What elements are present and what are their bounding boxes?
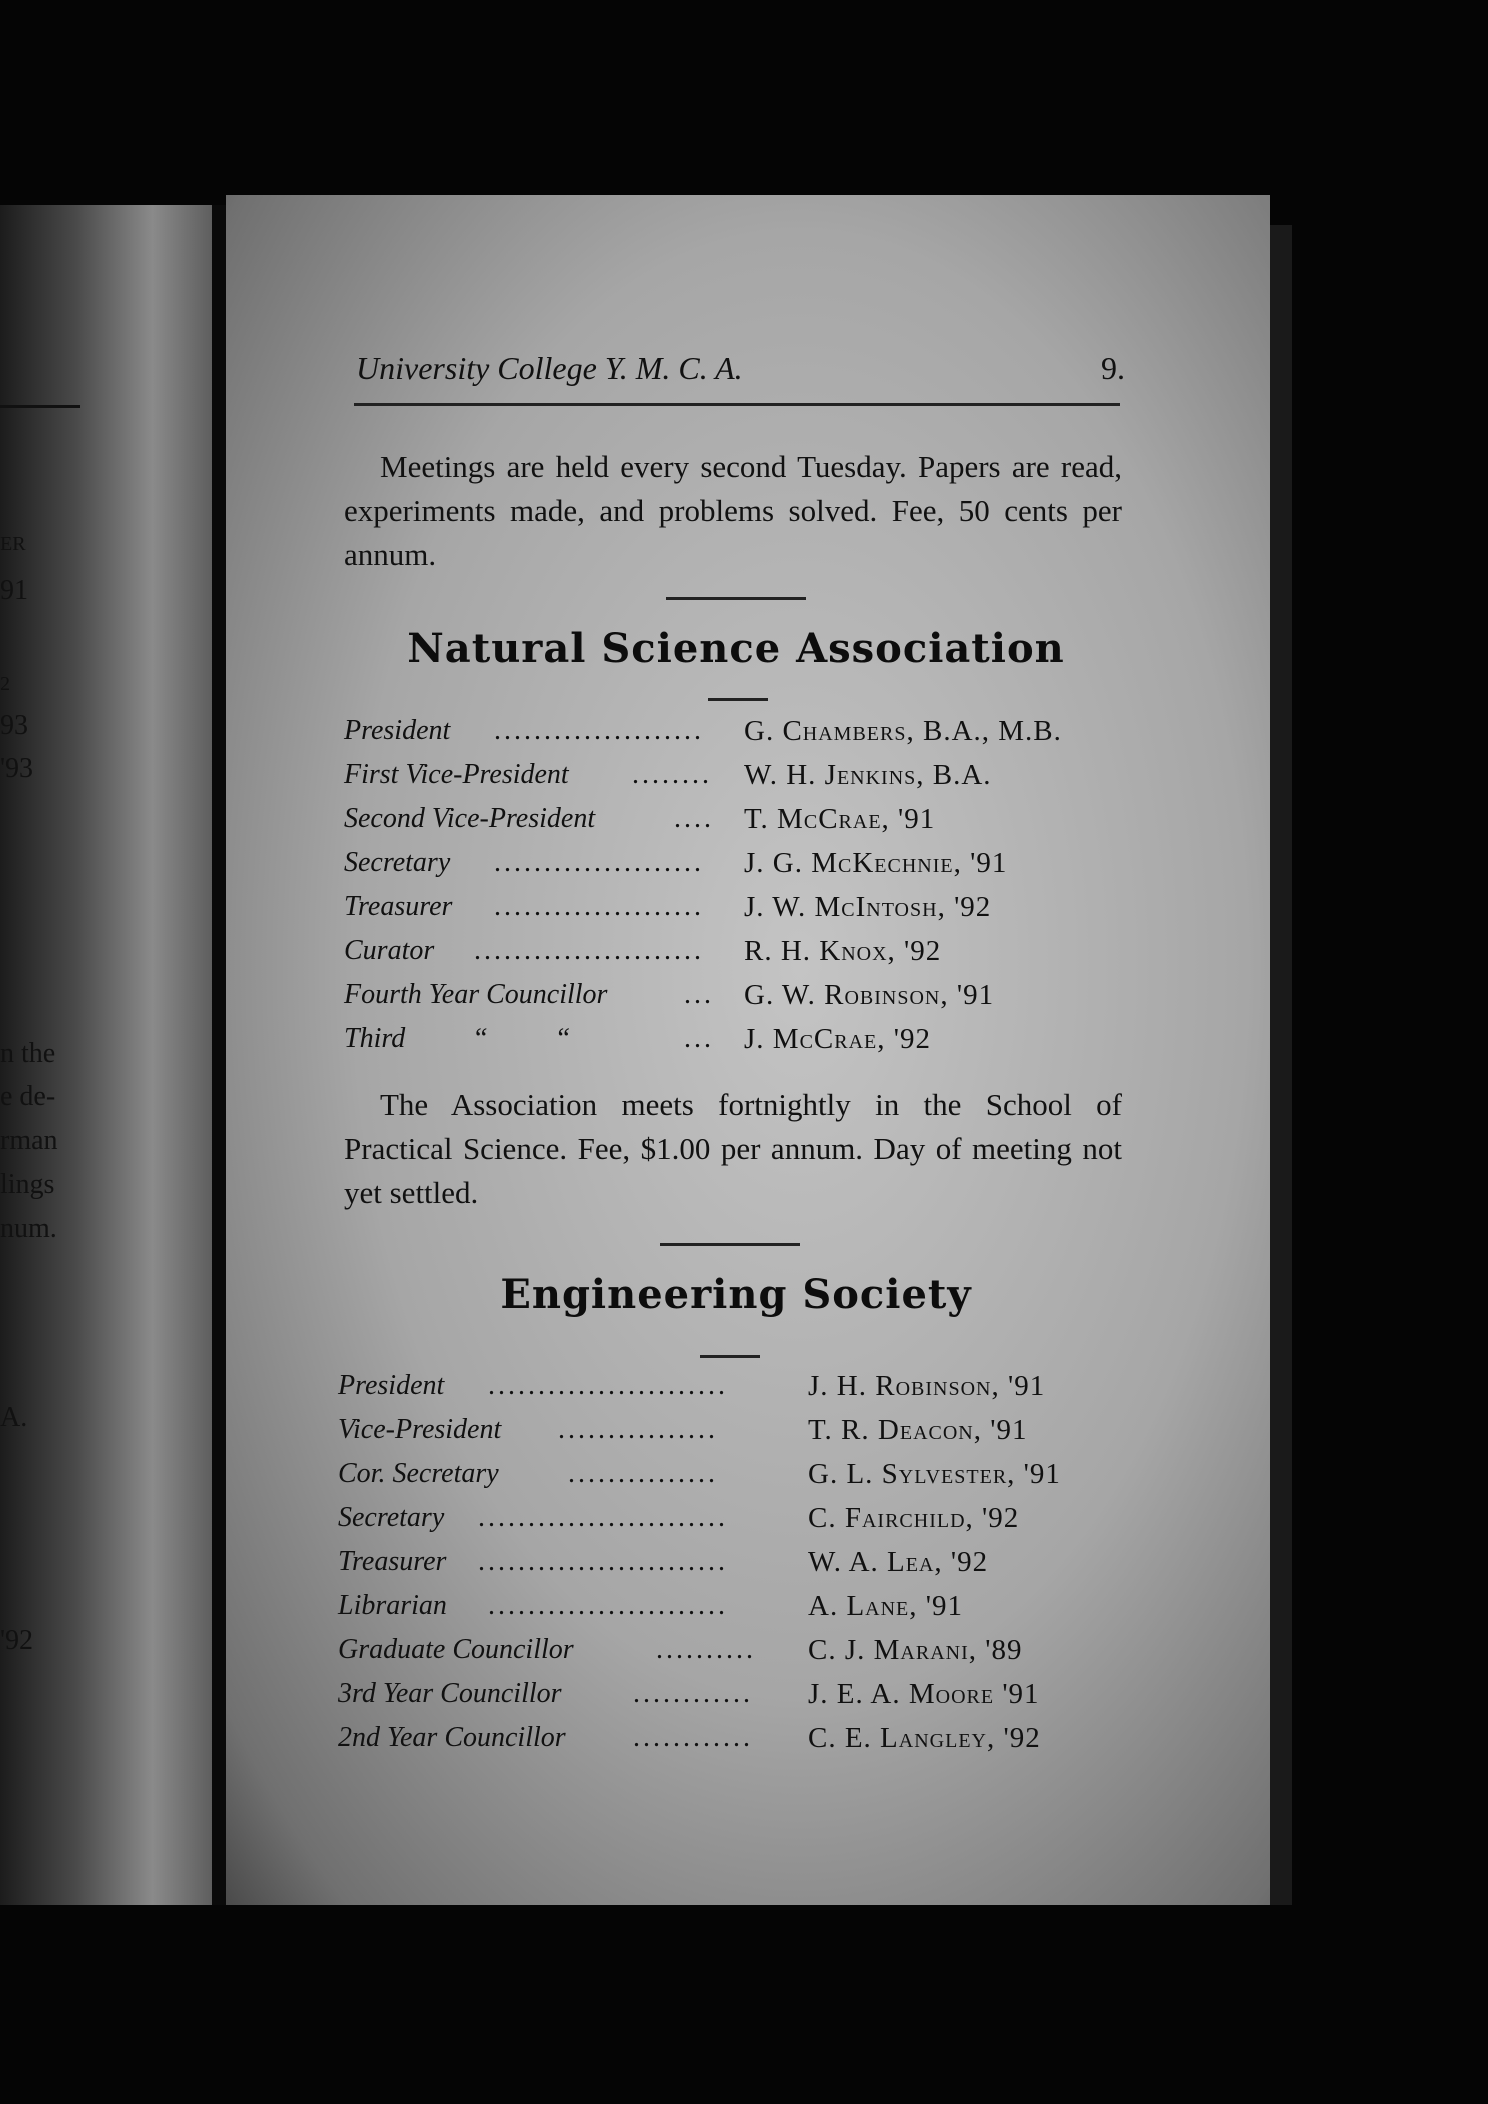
officer-name: J. McCrae, '92 bbox=[744, 1023, 931, 1055]
section-divider bbox=[660, 1243, 800, 1246]
leader-dots: ............ bbox=[633, 1678, 753, 1709]
leader-dots: ........................ bbox=[488, 1590, 728, 1621]
section-divider bbox=[666, 597, 806, 600]
leader-dots: ........ bbox=[632, 759, 712, 790]
heading-underline bbox=[708, 698, 768, 701]
left-fragment: '93 bbox=[0, 753, 34, 784]
left-page-rule bbox=[0, 405, 80, 408]
leader-dots: ..................... bbox=[494, 715, 704, 746]
natural-science-officers bbox=[344, 715, 1144, 1075]
header-rule bbox=[354, 403, 1120, 406]
running-header: University College Y. M. C. A. bbox=[356, 350, 743, 386]
left-fragment: 2 bbox=[0, 673, 10, 695]
officer-role: President bbox=[344, 715, 451, 746]
leader-dots: ........................ bbox=[488, 1370, 728, 1401]
officer-role: Graduate Councillor bbox=[338, 1634, 574, 1665]
section-heading-natural-science: Natural Science Association bbox=[407, 625, 1065, 672]
officer-name: T. R. Deacon, '91 bbox=[808, 1414, 1028, 1446]
officer-name: W. A. Lea, '92 bbox=[808, 1546, 989, 1578]
leader-dots: ... bbox=[684, 979, 714, 1010]
leader-dots: ................ bbox=[558, 1414, 718, 1445]
officer-role: Treasurer bbox=[344, 891, 453, 922]
officer-name: W. H. Jenkins, B.A. bbox=[744, 759, 992, 791]
leader-dots: ............... bbox=[568, 1458, 718, 1489]
book-gutter bbox=[212, 205, 226, 1905]
officer-role: 2nd Year Councillor bbox=[338, 1722, 566, 1753]
officer-role: Librarian bbox=[338, 1590, 447, 1621]
left-fragment: num. bbox=[0, 1213, 57, 1244]
heading-underline bbox=[700, 1355, 760, 1358]
officer-name: A. Lane, '91 bbox=[808, 1590, 963, 1622]
officer-name: G. L. Sylvester, '91 bbox=[808, 1458, 1061, 1490]
leader-dots: ......................... bbox=[478, 1502, 728, 1533]
officer-role: Curator bbox=[344, 935, 435, 966]
officer-role: Vice-President bbox=[338, 1414, 502, 1445]
left-fragment: ER bbox=[0, 533, 26, 555]
leader-dots: ......................... bbox=[478, 1546, 728, 1577]
officer-name: G. W. Robinson, '91 bbox=[744, 979, 995, 1011]
left-fragment: 93 bbox=[0, 710, 28, 741]
officer-name: J. G. McKechnie, '91 bbox=[744, 847, 1008, 879]
left-fragment: A. bbox=[0, 1402, 28, 1433]
officer-role: President bbox=[338, 1370, 445, 1401]
left-page bbox=[0, 205, 218, 1905]
left-fragment: '92 bbox=[0, 1625, 34, 1656]
officer-name: J. H. Robinson, '91 bbox=[808, 1370, 1046, 1402]
officer-role: Second Vice-President bbox=[344, 803, 596, 834]
leader-dots: ....................... bbox=[474, 935, 704, 966]
leader-dots: ..................... bbox=[494, 891, 704, 922]
engineering-officers bbox=[338, 1370, 1158, 1790]
officer-name: R. H. Knox, '92 bbox=[744, 935, 942, 967]
officer-role: Treasurer bbox=[338, 1546, 447, 1577]
officer-role: Fourth Year Councillor bbox=[344, 979, 608, 1010]
left-fragment: 91 bbox=[0, 575, 28, 606]
section-heading-engineering: Engineering Society bbox=[500, 1271, 972, 1318]
officer-role: Secretary bbox=[338, 1502, 445, 1533]
officer-role: 3rd Year Councillor bbox=[338, 1678, 562, 1709]
left-fragment: n the bbox=[0, 1038, 56, 1069]
left-fragment: rman bbox=[0, 1125, 58, 1156]
officer-name: J. E. A. Moore '91 bbox=[808, 1678, 1040, 1710]
officer-name: J. W. McIntosh, '92 bbox=[744, 891, 992, 923]
officer-name: T. McCrae, '91 bbox=[744, 803, 936, 835]
officer-role: Cor. Secretary bbox=[338, 1458, 499, 1489]
left-fragment: e de- bbox=[0, 1081, 56, 1112]
leader-dots: ..................... bbox=[494, 847, 704, 878]
officer-name: C. E. Langley, '92 bbox=[808, 1722, 1041, 1754]
page-number: 9. bbox=[1101, 350, 1125, 386]
left-fragment: lings bbox=[0, 1169, 55, 1200]
officer-role: Secretary bbox=[344, 847, 451, 878]
officer-role: Third “ “ bbox=[344, 1023, 571, 1054]
leader-dots: .......... bbox=[656, 1634, 756, 1665]
leader-dots: .... bbox=[674, 803, 714, 834]
natural-science-paragraph: The Association meets fortnightly in the School of Practical Science. Fee, $1.00 per annum. Day of meeting not yet settled. bbox=[344, 1087, 1122, 1210]
officer-name: C. J. Marani, '89 bbox=[808, 1634, 1023, 1666]
officer-role: First Vice-President bbox=[344, 759, 569, 790]
officer-name: G. Chambers, B.A., M.B. bbox=[744, 715, 1062, 747]
right-page bbox=[226, 195, 1270, 1905]
page-edge-shadow bbox=[1270, 225, 1292, 1905]
leader-dots: ............ bbox=[633, 1722, 753, 1753]
officer-name: C. Fairchild, '92 bbox=[808, 1502, 1020, 1534]
intro-paragraph: Meetings are held every second Tuesday. Papers are read, experiments made, and problems solved. Fee, 50 cents per annum. bbox=[344, 449, 1122, 572]
leader-dots: ... bbox=[684, 1023, 714, 1054]
